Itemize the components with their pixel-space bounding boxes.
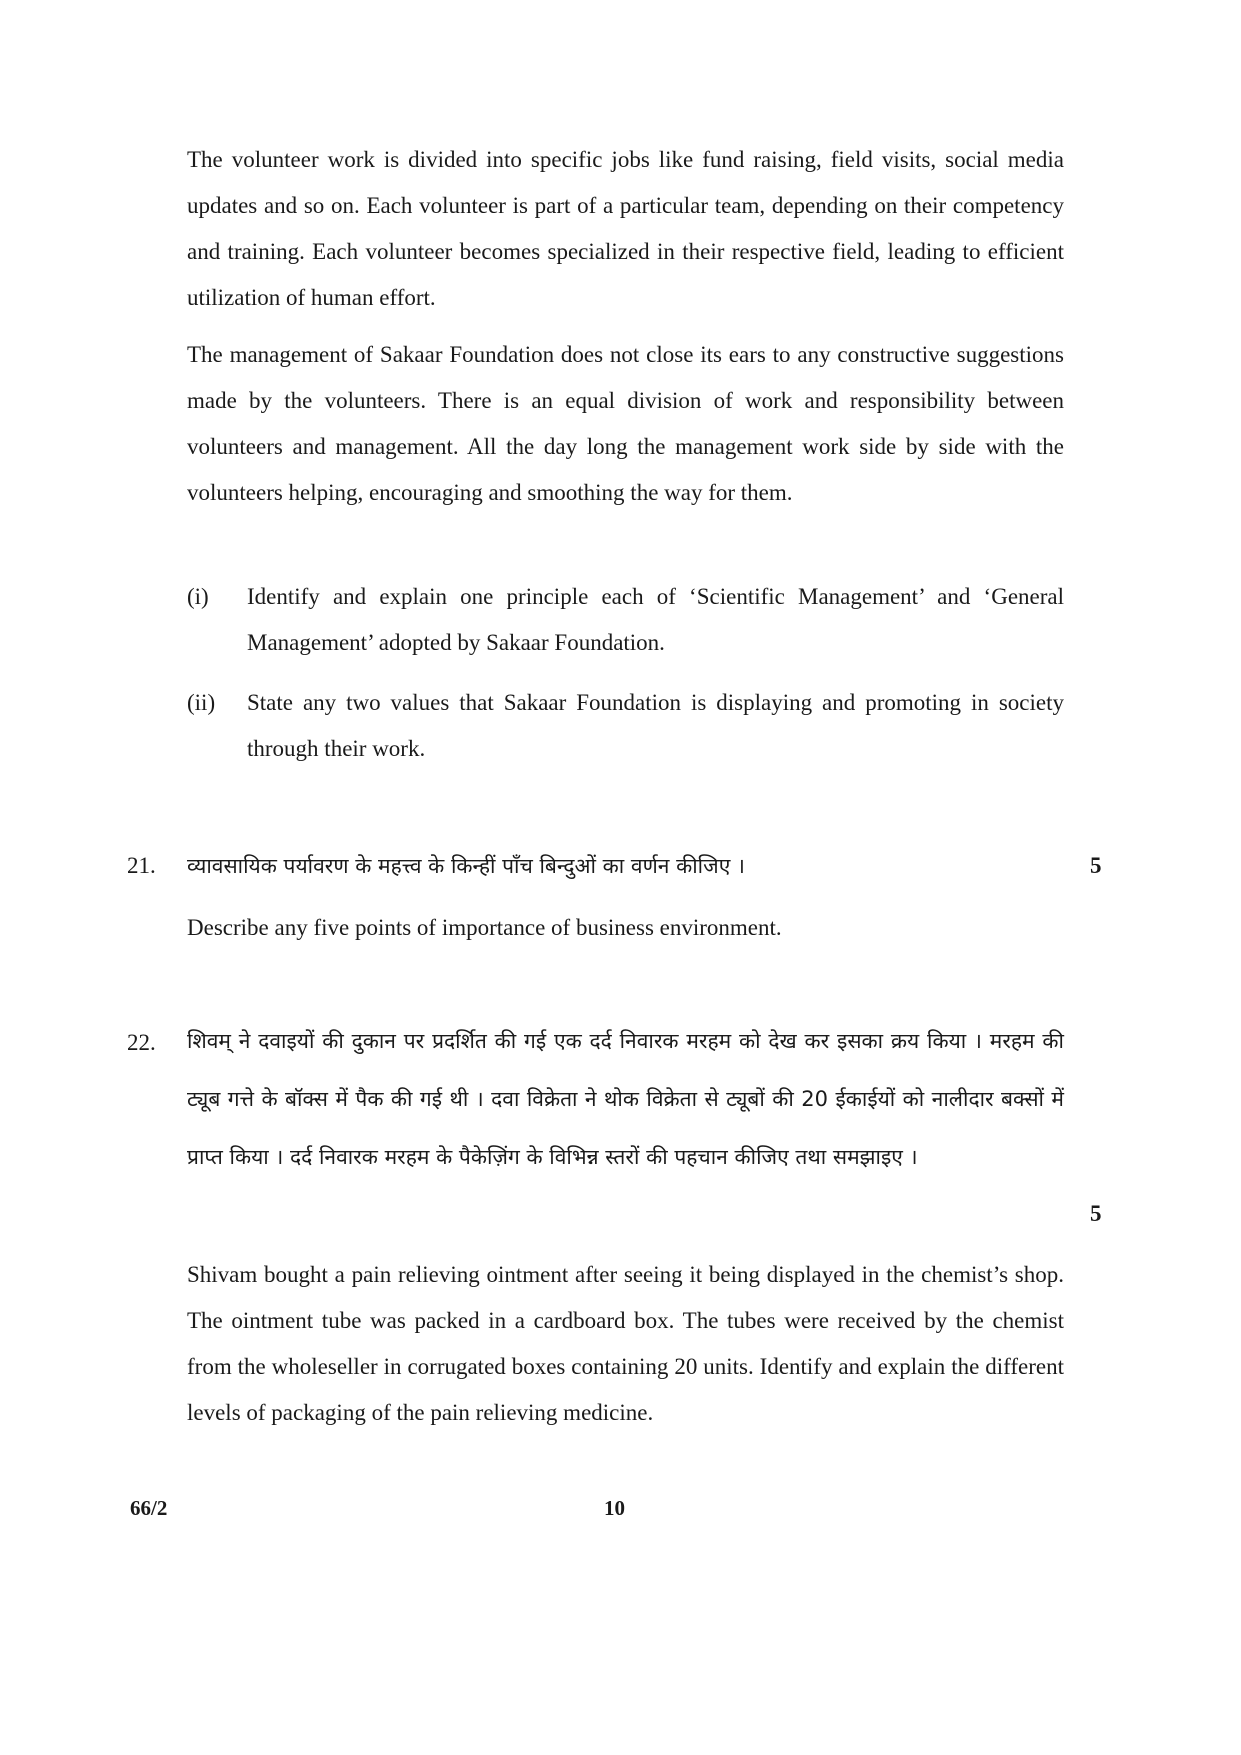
question-21-hindi: व्यावसायिक पर्यावरण के महत्त्व के किन्हीं पाँच बिन्दुओं का वर्णन कीजिए । [187, 854, 745, 878]
question-22-marks: 5 [1090, 1201, 1102, 1226]
case-paragraph-2: The management of Sakaar Foundation does not close its ears to any constructive suggestions made by the volunteers. There is an equal division of work and responsibility between volunteers and management. All the day long the management work side by side with the volunteers helping, encouraging and smoothing the way for them. [187, 342, 1064, 505]
question-21-number: 21. [127, 853, 156, 878]
page-number: 10 [604, 1496, 625, 1520]
sub-question-number: (ii) [187, 690, 216, 715]
sub-question-text: Identify and explain one principle each of ‘Scientific Management’ and ‘General Management’ adopted by Sakaar Foundation. [247, 584, 1064, 655]
question-21-marks: 5 [1090, 853, 1102, 878]
sub-question-number: (i) [187, 584, 209, 609]
question-22-hindi: शिवम् ने दवाइयों की दुकान पर प्रदर्शित की गई एक दर्द निवारक मरहम को देख कर इसका क्रय किया । मरहम की ट्यूब गत्ते के बॉक्स में पैक की गई थी । दवा विक्रेता ने थोक विक्रेता से ट्यूबों की 20 ईकाईयों को नालीदार बक्सों में प्राप्त किया । दर्द निवारक मरहम के पैकेज़िंग के विभिन्न स्तरों की पहचान कीजिए तथा समझाइए । [187, 1029, 1064, 1169]
sub-question-text: State any two values that Sakaar Foundation is displaying and promoting in society through their work. [247, 690, 1064, 761]
paper-code: 66/2 [130, 1496, 168, 1520]
question-21-english: Describe any five points of importance of business environment. [187, 915, 782, 940]
question-22-english: Shivam bought a pain relieving ointment after seeing it being displayed in the chemist’s shop. The ointment tube was packed in a cardboard box. The tubes were received by the chemist from the wholeseller in corrugated boxes containing 20 units. Identify and explain the different levels of packaging of the pain relieving medicine. [187, 1262, 1064, 1425]
case-paragraph-1: The volunteer work is divided into specific jobs like fund raising, field visits, social media updates and so on. Each volunteer is part of a particular team, depending on their competency and training. Each volunteer becomes specialized in their respective field, leading to efficient utilization of human effort. [187, 147, 1064, 310]
question-22-number: 22. [127, 1030, 156, 1055]
